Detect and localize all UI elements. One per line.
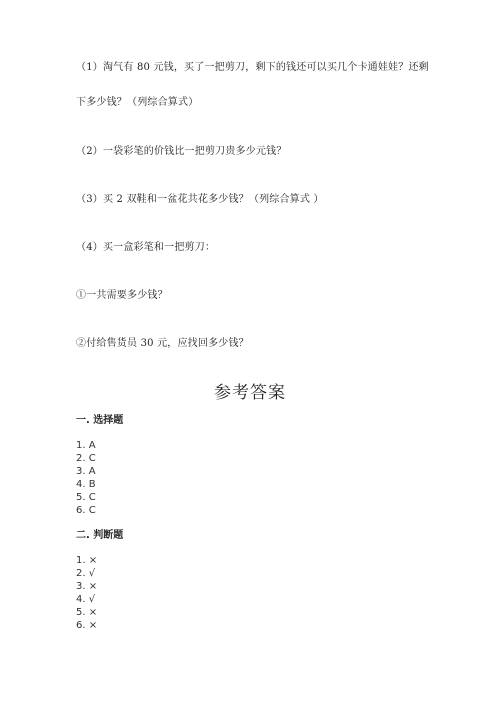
list-item: 2. C: [76, 453, 96, 464]
list-item: 5. C: [76, 492, 96, 503]
question-1-line-1: （1）淘气有 80 元钱，买了一把剪刀，剩下的钱还可以买几个卡通娃娃？还剩: [76, 62, 429, 73]
question-4-sub-1: ①一共需要多少钱？: [76, 290, 168, 301]
question-1-line-2: 下多少钱？（列综合算式）: [76, 97, 199, 108]
list-item: 4. √: [76, 594, 96, 605]
question-3: （3）买 2 双鞋和一盆花共花多少钱？（列综合算式 ）: [76, 194, 324, 205]
question-4-sub-2: ②付给售货员 30 元，应找回多少钱？: [76, 338, 249, 349]
list-item: 3. A: [76, 466, 96, 477]
list-item: 6. C: [76, 505, 96, 516]
list-item: 1. ×: [76, 555, 98, 566]
question-2: （2）一袋彩笔的价钱比一把剪刀贵多少元钱？: [76, 146, 287, 157]
choice-answer-list: [76, 439, 96, 517]
list-item: 4. B: [76, 479, 96, 490]
question-4: （4）买一盒彩笔和一把剪刀：: [76, 242, 216, 253]
list-item: 5. ×: [76, 607, 98, 618]
list-item: 1. A: [76, 440, 96, 451]
judgment-answer-list: [76, 554, 97, 632]
answers-title: 参考答案: [214, 383, 286, 403]
list-item: 3. ×: [76, 581, 98, 592]
section-heading-choice: 一. 选择题: [76, 415, 124, 426]
list-item: 6. ×: [76, 620, 98, 631]
list-item: 2. √: [76, 568, 96, 579]
section-heading-judgment: 二. 判断题: [76, 530, 124, 541]
